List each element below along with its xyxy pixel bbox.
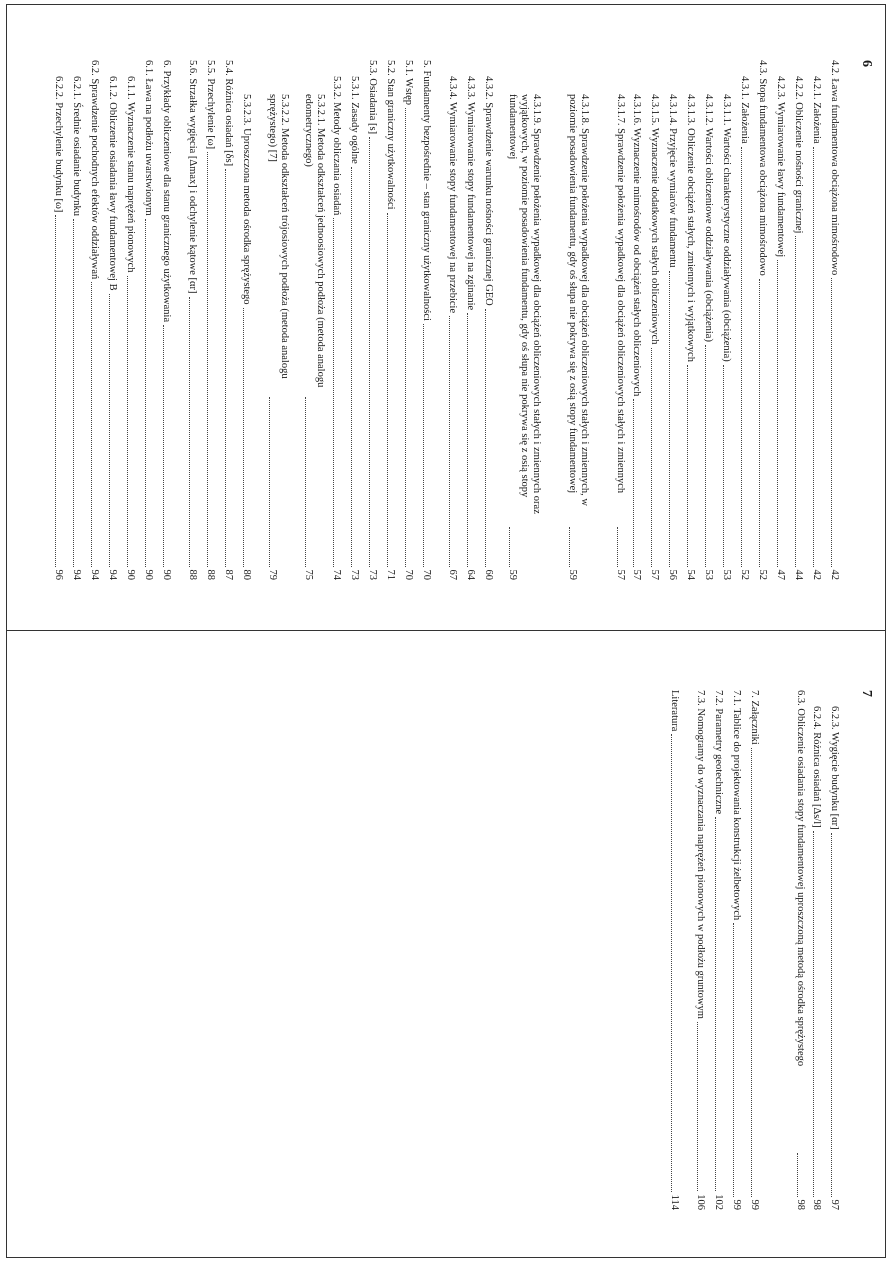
toc-entry: 6.2.1. Średnie osiadanie budynku 94 bbox=[71, 76, 82, 580]
toc-entry: 5.3.1. Zasady ogólne 73 bbox=[349, 76, 360, 580]
toc-entry: 5.2. Stan graniczny użytkowalności 71 bbox=[385, 60, 396, 580]
toc-entry: 4.3.1.9. Sprawdzenie położenia wypadkowej dla obciążeń obliczeniowych stałych i zmiennych oraz wyjątkowych, w poziomie posadowienia fundamentu, gdy oś słupa nie pokrywa się z osią stopy fundamentowej 59 bbox=[507, 94, 542, 580]
page-divider bbox=[6, 630, 886, 631]
toc-entry: 7.2. Parametry geotechniczne 102 bbox=[713, 690, 724, 1210]
toc-page-right bbox=[622, 690, 874, 1210]
toc-entry: 4.3.1.6. Wyznaczenie mimośrodów od obciążeń stałych obliczeniowych 57 bbox=[631, 94, 642, 580]
toc-entry: 4.3.2. Sprawdzenie warunku nośności granicznej GEO 60 bbox=[483, 76, 494, 580]
toc-entry: 5.6. Strzałka wygięcia [Δmax] i odchylenie kątowe [αr] 88 bbox=[187, 60, 198, 580]
toc-entry: 4.3.1. Założenia 52 bbox=[739, 76, 750, 580]
toc-entry: 4.2. Ława fundamentowa obciążona mimośrodowo 42 bbox=[829, 60, 840, 580]
toc-entry: 5.3.2. Metody obliczania osiadań 74 bbox=[331, 76, 342, 580]
toc-entry: 5.1. Wstęp 70 bbox=[403, 60, 414, 580]
toc-chapter: 6. Przykłady obliczeniowe dla stanu granicznego użytkowania 90 bbox=[161, 60, 172, 580]
toc-chapter: 5. Fundamenty bezpośrednie – stan graniczny użytkowalności 70 bbox=[421, 60, 432, 580]
toc-entry: 5.3.2.1. Metoda odkształceń jednoosiowych podłoża (metoda analogu edometrycznego) 75 bbox=[303, 94, 326, 580]
toc-entry: 6.3. Obliczenie osiadania stopy fundamentowej uproszczoną metodą ośrodka sprężystego 98 bbox=[795, 690, 806, 1210]
page-number: 6 bbox=[859, 60, 874, 67]
toc-entry: 6.1.1. Wyznaczenie stanu naprężeń pionowych 90 bbox=[125, 76, 136, 580]
toc-entry: 6.1.2. Obliczenie osiadania ławy fundamentowej B 94 bbox=[107, 76, 118, 580]
toc-entry: 4.3.1.1. Wartości charakterystyczne oddziaływania (obciążenia) 53 bbox=[721, 94, 732, 580]
toc-entry: 5.3.2.2. Metoda odkształceń trójosiowych podłoża (metoda analogu sprężystego) [7] 79 bbox=[267, 94, 290, 580]
toc-entry: 5.5. Przechylenie [ω] 88 bbox=[205, 60, 216, 580]
toc-entry: 4.3.1.8. Sprawdzenie położenia wypadkowej dla obciążeń obliczeniowych stałych i zmiennych, w poziomie posadowienia fundamentu, gdy oś słupa nie pokrywa się z osią stopy fundamentowej 59 bbox=[567, 94, 590, 580]
toc-entry: 4.3.1.7. Sprawdzenie położenia wypadkowej dla obciążeń obliczeniowych stałych i zmiennych 57 bbox=[615, 94, 626, 580]
toc-entry: 4.3.1.2. Wartości obliczeniowe oddziaływania (obciążenia) 53 bbox=[703, 94, 714, 580]
toc-entry: 4.3.1.4. Przyjęcie wymiarów fundamentu 56 bbox=[667, 94, 678, 580]
toc-entry: 7.3. Nomogramy do wyznaczania naprężeń pionowych w podłożu gruntowym 106 bbox=[695, 690, 706, 1210]
toc-entry: 4.3.1.3. Obliczenie obciążeń stałych, zmiennych i wyjątkowych 54 bbox=[685, 94, 696, 580]
toc-entry: 4.2.3. Wymiarowanie ławy fundamentowej 47 bbox=[775, 76, 786, 580]
toc-entry: 4.3.1.5. Wyznaczenie dodatkowych stałych obliczeniowych 57 bbox=[649, 94, 660, 580]
toc-entry: 5.4. Różnica osiadań [δs] 87 bbox=[223, 60, 234, 580]
toc-entry: 6.2. Sprawdzenie pochodnych efektów oddziaływań 94 bbox=[89, 60, 100, 580]
toc-entry: 4.3.3. Wymiarowanie stopy fundamentowej na zginanie 64 bbox=[465, 76, 476, 580]
toc-entry: 7.1. Tablice do projektowania konstrukcji żelbetowych 99 bbox=[731, 690, 742, 1210]
toc-entry: 6.1. Ława na podłożu uwarstwionym 90 bbox=[143, 60, 154, 580]
toc-entry: 6.2.4. Różnica osiadań [Δs/l] 98 bbox=[811, 706, 822, 1210]
toc-entry: 4.2.2. Obliczenie nośności granicznej 44 bbox=[793, 76, 804, 580]
toc-entry: 5.3. Osiadania [s] 73 bbox=[367, 60, 378, 580]
toc-page-left bbox=[53, 60, 874, 580]
page-number: 7 bbox=[859, 690, 874, 697]
toc-entry: 5.3.2.3. Uproszczona metoda ośrodka sprężystego 80 bbox=[241, 94, 252, 580]
toc-entry: 4.3. Stopa fundamentowa obciążona mimośrodowo 52 bbox=[757, 60, 768, 580]
toc-chapter: 7. Załączniki 99 bbox=[749, 690, 760, 1210]
toc-entry: 4.3.4. Wymiarowanie stopy fundamentowej na przebicie 67 bbox=[447, 76, 458, 580]
toc-chapter: Literatura 114 bbox=[669, 690, 680, 1210]
toc-entry: 6.2.2. Przechylenie budynku [ω] 96 bbox=[53, 76, 64, 580]
toc-entry: 4.2.1. Założenia 42 bbox=[811, 76, 822, 580]
toc-entry: 6.2.3. Wygięcie budynku [αr] 97 bbox=[829, 706, 840, 1210]
